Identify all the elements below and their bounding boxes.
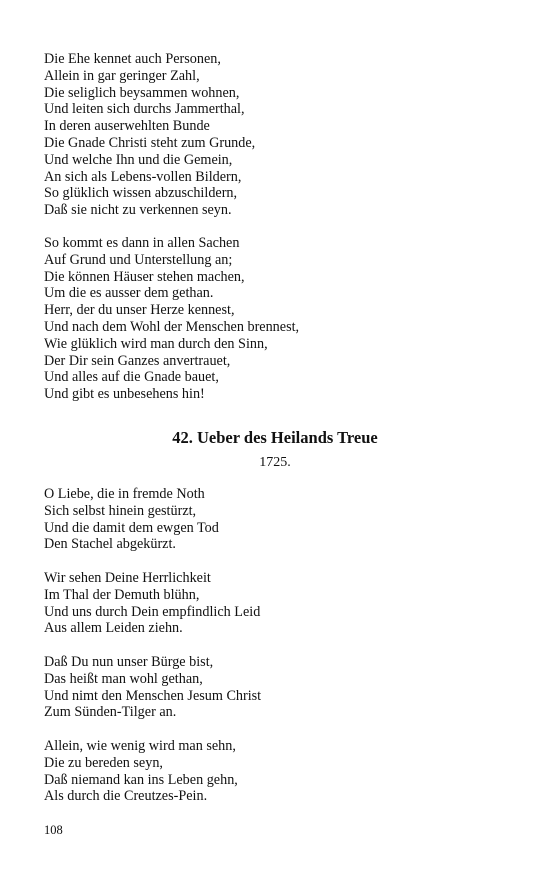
verse-line: Und welche Ihn und die Gemein,	[44, 151, 233, 168]
verse-line: Die Ehe kennet auch Personen,	[44, 51, 221, 67]
verse-line: Zum Sünden-Tilger an.	[44, 704, 177, 721]
verse-line: Den Stachel abgekürzt.	[44, 536, 176, 553]
verse-line: Aus allem Leiden ziehn.	[44, 620, 183, 637]
verse-line: Der Dir sein Ganzes anvertrauet,	[44, 352, 231, 369]
verse-line: Allein, wie wenig wird man sehn,	[44, 738, 236, 754]
verse-line: Daß sie nicht zu verkennen seyn.	[44, 202, 232, 219]
stanza-4	[44, 570, 260, 637]
verse-line: Die können Häuser stehen machen,	[44, 268, 245, 285]
stanza-6	[44, 738, 238, 805]
verse-line: Und nach dem Wohl der Menschen brennest,	[44, 318, 300, 335]
page-number: 108	[44, 823, 63, 837]
verse-line: O Liebe, die in fremde Noth	[44, 486, 205, 502]
verse-line: Auf Grund und Unterstellung an;	[44, 251, 233, 268]
stanza-1	[44, 51, 255, 219]
verse-line: Und uns durch Dein empfindlich Leid	[44, 603, 261, 620]
verse-line: An sich als Lebens-vollen Bildern,	[44, 168, 242, 185]
verse-line: Um die es ausser dem gethan.	[44, 285, 214, 302]
verse-line: Wie glüklich wird man durch den Sinn,	[44, 335, 268, 352]
verse-line: In deren auserwehlten Bunde	[44, 118, 210, 135]
verse-line: So glüklich wissen abzuschildern,	[44, 185, 238, 202]
verse-line: Daß Du nun unser Bürge bist,	[44, 654, 214, 670]
verse-line: Das heißt man wohl gethan,	[44, 670, 203, 687]
verse-line: Allein in gar geringer Zahl,	[44, 67, 200, 84]
verse-line: Als durch die Creutzes-Pein.	[44, 788, 208, 805]
verse-line: Die Gnade Christi steht zum Grunde,	[44, 134, 256, 151]
stanza-5	[44, 654, 261, 721]
hymn-year: 1725.	[259, 455, 291, 470]
verse-line: Und nimt den Menschen Jesum Christ	[44, 687, 262, 704]
verse-line: Wir sehen Deine Herrlichkeit	[44, 570, 211, 586]
verse-line: Die zu bereden seyn,	[44, 754, 163, 771]
stanza-2	[44, 235, 299, 403]
stanza-3	[44, 486, 219, 553]
verse-line: So kommt es dann in allen Sachen	[44, 235, 240, 251]
verse-line: Im Thal der Demuth blühn,	[44, 586, 200, 603]
verse-line: Herr, der du unser Herze kennest,	[44, 302, 235, 319]
verse-line: Daß niemand kan ins Leben gehn,	[44, 771, 238, 788]
verse-line: Und die damit dem ewgen Tod	[44, 519, 219, 536]
hymn-title: 42. Ueber des Heilands Treue	[172, 428, 378, 447]
verse-line: Sich selbst hinein gestürzt,	[44, 502, 197, 519]
verse-line: Und leiten sich durchs Jammerthal,	[44, 101, 245, 118]
verse-line: Die seliglich beysammen wohnen,	[44, 84, 240, 101]
verse-line: Und alles auf die Gnade bauet,	[44, 369, 219, 386]
verse-line: Und gibt es unbesehens hin!	[44, 386, 205, 403]
